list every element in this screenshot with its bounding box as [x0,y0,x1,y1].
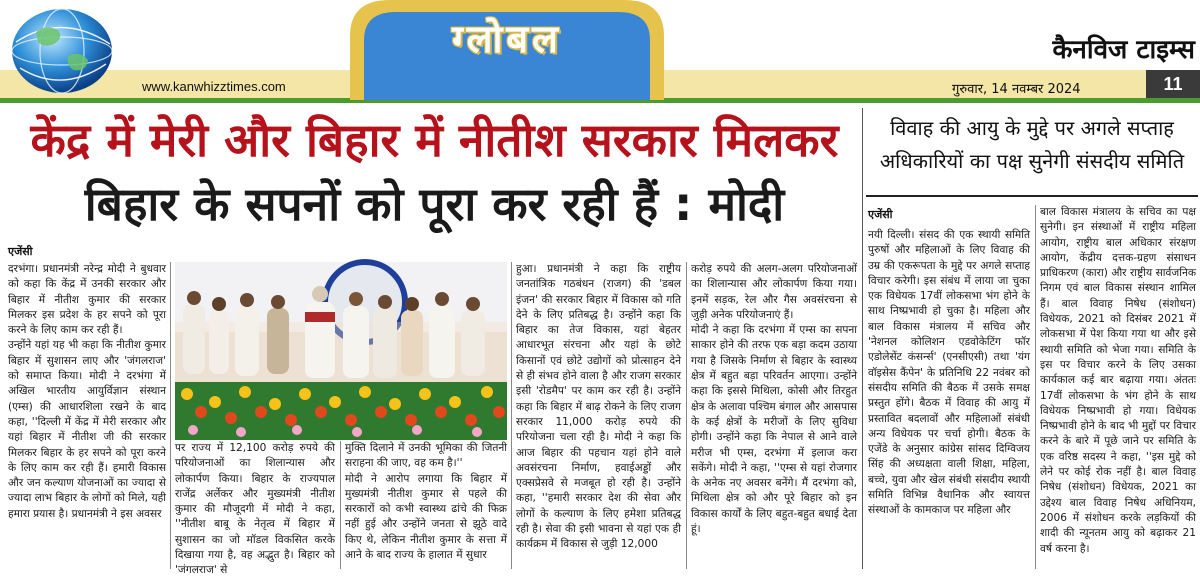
main-story-dateline: एजेंसी [8,245,33,258]
main-story-col-5: करोड़ रुपये की अलग-अलग परियोजनाओं का शिलान्यास और लोकार्पण किया गया। इनमें सड़क, रेल और गैस अवसंरचना से जुड़ी अनेक परियोजनाएं हैं। मोदी ने कहा कि दरभंगा में एम्स का सपना साकार होने की तरफ एक बड़ा कदम उठाया गया है जिसके निर्माण से बिहार के स्वास्थ्य क्षेत्र में बहुत बड़ा परिवर्तन आएगा। उन्होंने कहा कि इससे मिथिला, कोसी और तिरहुत क्षेत्र के अलावा पश्चिम बंगाल और आसपास के कई क्षेत्रों के मरीजों के लिए सुविधा होगी। उन्होंने कहा कि नेपाल से आने वाले मरीज भी एम्स, दरभंगा में इलाज करा सकेंगे। मोदी ने कहा, ''एम्स से यहां रोजगार के अनेक नए अवसर बनेंगे। मैं दरभंगा को, मिथिला क्षेत्र को और पूरे बिहार को इन विकास कार्यों के लिए बहुत-बहुत बधाई देता हूं। [691,263,857,536]
event-photo [175,262,507,440]
main-headline-line1: केंद्र में मेरी और बिहार में नीतीश सरकार मिलकर [30,113,839,167]
side-story-col-2: बाल विकास मंत्रालय के सचिव का पक्ष सुनेगी। इन संस्थाओं में राष्ट्रीय महिला आयोग, राष्ट्रीय बाल अधिकार संरक्षण आयोग, केंद्रीय दत्तक-ग्रहण संसाधन प्राधिकरण (कारा) और राष्ट्रीय सार्वजनिक निगम एवं बाल विकास संस्थान शामिल हैं। बाल विवाह निषेध (संशोधन) विधेयक, 2021 को दिसंबर 2021 में लोकसभा में पेश किया गया था और इसे स्थायी समिति को भेजा गया। समिति के इस पर विचार करने के लिए उसका कार्यकाल कई बार बढ़ाया गया। अंततः 17वीं लोकसभा के भंग होने के साथ विधेयक निष्प्रभावी हो गया। विधेयक निष्प्रभावी होने के बाद भी मुद्दों पर विचार करने के बारे में पूछे जाने पर समिति के एक वरिष्ठ सदस्य ने कहा, ''इस मुद्दे को लेने पर कोई रोक नहीं है। बाल विवाह निषेध (संशोधन) विधेयक, 2021 का उद्देश्य बाल विवाह निषेध अधिनियम, 2006 में संशोधन करके लड़कियों की शादी की न्यूनतम आयु को बढ़ाकर 21 वर्ष करना है। [1040,206,1196,555]
side-headline: विवाह की आयु के मुद्दे पर अगले सप्ताह अधिकारियों का पक्ष सुनेगी संसदीय समिति [879,116,1185,173]
column-divider [170,262,171,569]
side-headline-rule [866,195,1198,197]
main-story-col-3: मुक्ति दिलाने में उनकी भूमिका की जितनी सराहना की जाए, वह कम है।'' मोदी ने आरोप लगाया कि बिहार में मुख्यमंत्री नीतीश कुमार से पहले की सरकारों को कभी स्वास्थ्य ढांचे की फिक्र नहीं हुई और उन्होंने जनता से झूठे वादे किए थे, लेकिन नीतीश कुमार के सत्ता में आने के बाद राज्य के हालात में सुधार [345,442,507,562]
paper-name: कैनविज टाइम्स [1052,35,1195,65]
column-divider [511,262,512,569]
side-story-col-1: नयी दिल्ली। संसद की एक स्थायी समिति पुरुषों और महिलाओं के लिए विवाह की उम्र की एकरूपता के मुद्दे पर अगले सप्ताह विचार करेगी। इस संबंध में लाया जा चुका एक विधेयक 17वीं लोकसभा भंग होने के साथ निष्प्रभावी हो चुका है। महिला और बाल विकास मंत्रालय में सचिव और 'नेशनल कोलिशन एडवोकेटिंग फॉर एडोलेसेंट कंसर्न्स' (एनसीएसी) तथा 'यंग वॉइसेस कैंपेन' के प्रतिनिधि 22 नवंबर को संसदीय समिति की बैठक में उसके समक्ष प्रस्तुत होंगे। बैठक में विवाह की आयु में प्रस्तावित बदलावों और महिलाओं संबंधी अन्य विधेयक पर चर्चा होगी। बैठक के एजेंडे के अनुसार कांग्रेस सांसद दिग्विजय सिंह की अध्यक्षता वाली शिक्षा, महिला, बच्चे, युवा और खेल संबंधी संसदीय स्थायी समिति विभिन्न वैधानिक और स्वायत्त संस्थाओं के कामकाज पर महिला और [868,229,1030,517]
globe-icon [6,2,118,100]
page-number: 11 [1146,70,1200,98]
column-divider [686,262,687,569]
main-story-col-1: दरभंगा। प्रधानमंत्री नरेन्द्र मोदी ने बुधवार को कहा कि केंद्र में उनकी सरकार और बिहार में नीतीश कुमार की सरकार मिलकर इस प्रदेश के हर सपने को पूरा करने के लिए काम कर रही हैं। उन्होंने यहां यह भी कहा कि नीतीश कुमार बिहार में सुशासन लाए और 'जंगलराज' को समाप्त किया। मोदी ने दरभंगा में अखिल भारतीय आयुर्विज्ञान संस्थान (एम्स) की आधारशिला रखने के बाद कहा, ''दिल्ली में केंद्र में मेरी सरकार और यहां बिहार में नीतीश जी की सरकार मिलकर बिहार के हर सपने को पूरा करने के लिए काम कर रही हैं। हमारी विकास और जन कल्याण योजनाओं का ज्यादा से ज्यादा लाभ बिहार के लोगों को मिले, यही हमारा प्रयास है। प्रधानमंत्री ने इस अवसर [8,263,166,520]
main-story-col-4: हुआ। प्रधानमंत्री ने कहा कि राष्ट्रीय जनतांत्रिक गठबंधन (राजग) की 'डबल इंजन' की सरकार बिहार में विकास को गति देने के लिए प्रतिबद्ध है। उन्होंने कहा कि बिहार का तेज विकास, यहां बेहतर आधारभूत संरचना और यहां के छोटे किसानों एवं छोटे उद्योगों को प्रोत्साहन देने से ही संभव होने वाला है और राजग सरकार इसी 'रोडमैप' पर काम कर रही है। उन्होंने कहा कि बिहार में बाढ़ रोकने के लिए राजग सरकार 11,000 करोड़ रुपये की परियोजना चला रही है। मोदी ने कहा कि आज बिहार की पहचान यहां होने वाले अवसंरचना निर्माण, हवाईअड्डों और एक्सप्रेसवे से मजबूत हो रही है। उन्होंने कहा, ''हमारी सरकार देश की सेवा और लोगों के कल्याण के लिए हमेशा प्रतिबद्ध रही है। सेवा की इसी भावना से यहां एक ही कार्यक्रम में विकास से जुड़ी 12,000 [516,263,681,551]
main-headline [12,108,857,236]
side-story-dateline: एजेंसी [868,208,893,221]
section-title: ग्लोबल [452,17,562,61]
website-link[interactable]: www.kanwhizztimes.com [142,79,286,94]
main-story-col-2: पर राज्य में 12,100 करोड़ रुपये की परियोजनाओं का शिलान्यास और लोकार्पण किया। बिहार के राज्यपाल राजेंद्र अर्लेकर और मुख्यमंत्री नीतीश कुमार की मौजूदगी में मोदी ने कहा, ''नीतीश बाबू के नेतृत्व में बिहार में सुशासन का जो मॉडल विकसित करके दिखाया गया है, वह अद्भुत है। बिहार को 'जंगलराज' से [175,442,335,577]
issue-date: गुरुवार, 14 नवम्बर 2024 [952,82,1081,97]
main-headline-line2: बिहार के सपनों को पूरा कर रही हैं : मोदी [84,177,785,231]
column-divider [340,441,341,569]
column-divider [1035,205,1036,569]
story-divider [862,108,863,569]
